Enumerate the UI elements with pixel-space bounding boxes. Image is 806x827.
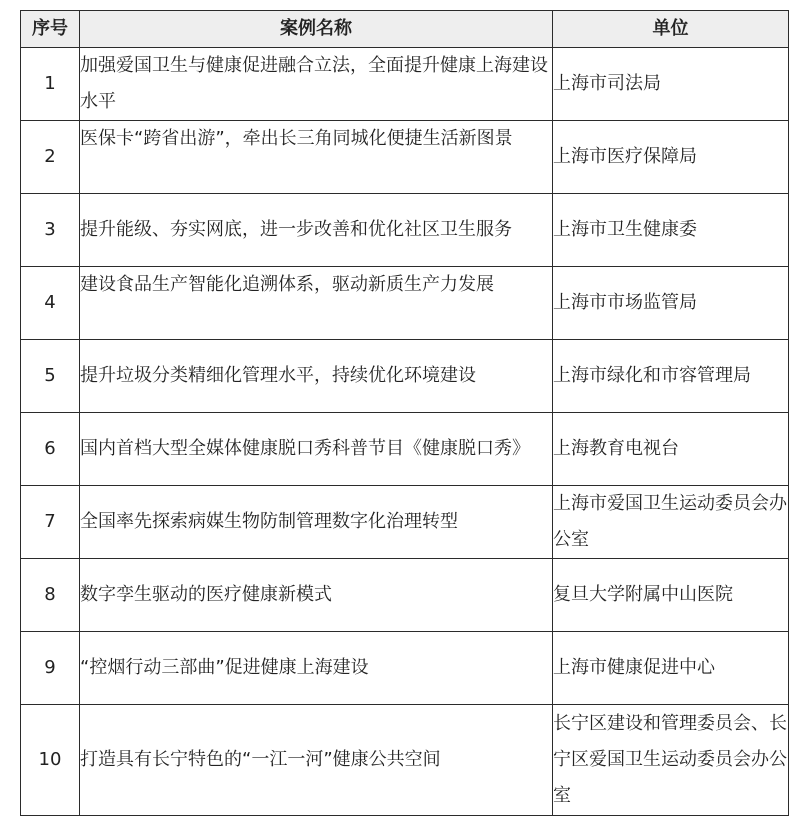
row-num: 6 [21, 413, 80, 486]
case-table [20, 10, 789, 816]
row-unit: 复旦大学附属中山医院 [553, 559, 789, 632]
header-row [21, 11, 789, 48]
header-num: 序号 [21, 11, 80, 48]
row-case-name: 加强爱国卫生与健康促进融合立法，全面提升健康上海建设水平 [80, 48, 553, 121]
row-num: 3 [21, 194, 80, 267]
row-case-name: 提升垃圾分类精细化管理水平，持续优化环境建设 [80, 340, 553, 413]
table-row [21, 559, 789, 632]
row-unit: 上海市医疗保障局 [553, 121, 789, 194]
table-header [21, 11, 789, 48]
row-num: 9 [21, 632, 80, 705]
row-num: 5 [21, 340, 80, 413]
row-unit: 长宁区建设和管理委员会、长宁区爱国卫生运动委员会办公室 [553, 705, 789, 816]
table-row [21, 486, 789, 559]
row-num: 7 [21, 486, 80, 559]
row-unit: 上海教育电视台 [553, 413, 789, 486]
row-case-name: 国内首档大型全媒体健康脱口秀科普节目《健康脱口秀》 [80, 413, 553, 486]
table-row [21, 705, 789, 816]
row-unit: 上海市司法局 [553, 48, 789, 121]
row-case-name: 医保卡“跨省出游”，牵出长三角同城化便捷生活新图景 [80, 121, 553, 194]
row-unit: 上海市爱国卫生运动委员会办公室 [553, 486, 789, 559]
row-case-name: 提升能级、夯实网底，进一步改善和优化社区卫生服务 [80, 194, 553, 267]
table-row [21, 121, 789, 194]
table-row [21, 632, 789, 705]
row-case-name: 打造具有长宁特色的“一江一河”健康公共空间 [80, 705, 553, 816]
table-row [21, 194, 789, 267]
row-unit: 上海市健康促进中心 [553, 632, 789, 705]
row-case-name: “控烟行动三部曲”促进健康上海建设 [80, 632, 553, 705]
table-row [21, 413, 789, 486]
row-case-name: 数字孪生驱动的医疗健康新模式 [80, 559, 553, 632]
row-num: 1 [21, 48, 80, 121]
row-num: 8 [21, 559, 80, 632]
row-unit: 上海市绿化和市容管理局 [553, 340, 789, 413]
row-unit: 上海市卫生健康委 [553, 194, 789, 267]
row-case-name: 建设食品生产智能化追溯体系，驱动新质生产力发展 [80, 267, 553, 340]
table-row [21, 267, 789, 340]
table-body [21, 48, 789, 816]
table-row [21, 340, 789, 413]
row-num: 4 [21, 267, 80, 340]
row-unit: 上海市市场监管局 [553, 267, 789, 340]
row-case-name: 全国率先探索病媒生物防制管理数字化治理转型 [80, 486, 553, 559]
header-unit: 单位 [553, 11, 789, 48]
header-name: 案例名称 [80, 11, 553, 48]
row-num: 10 [21, 705, 80, 816]
table-row [21, 48, 789, 121]
row-num: 2 [21, 121, 80, 194]
